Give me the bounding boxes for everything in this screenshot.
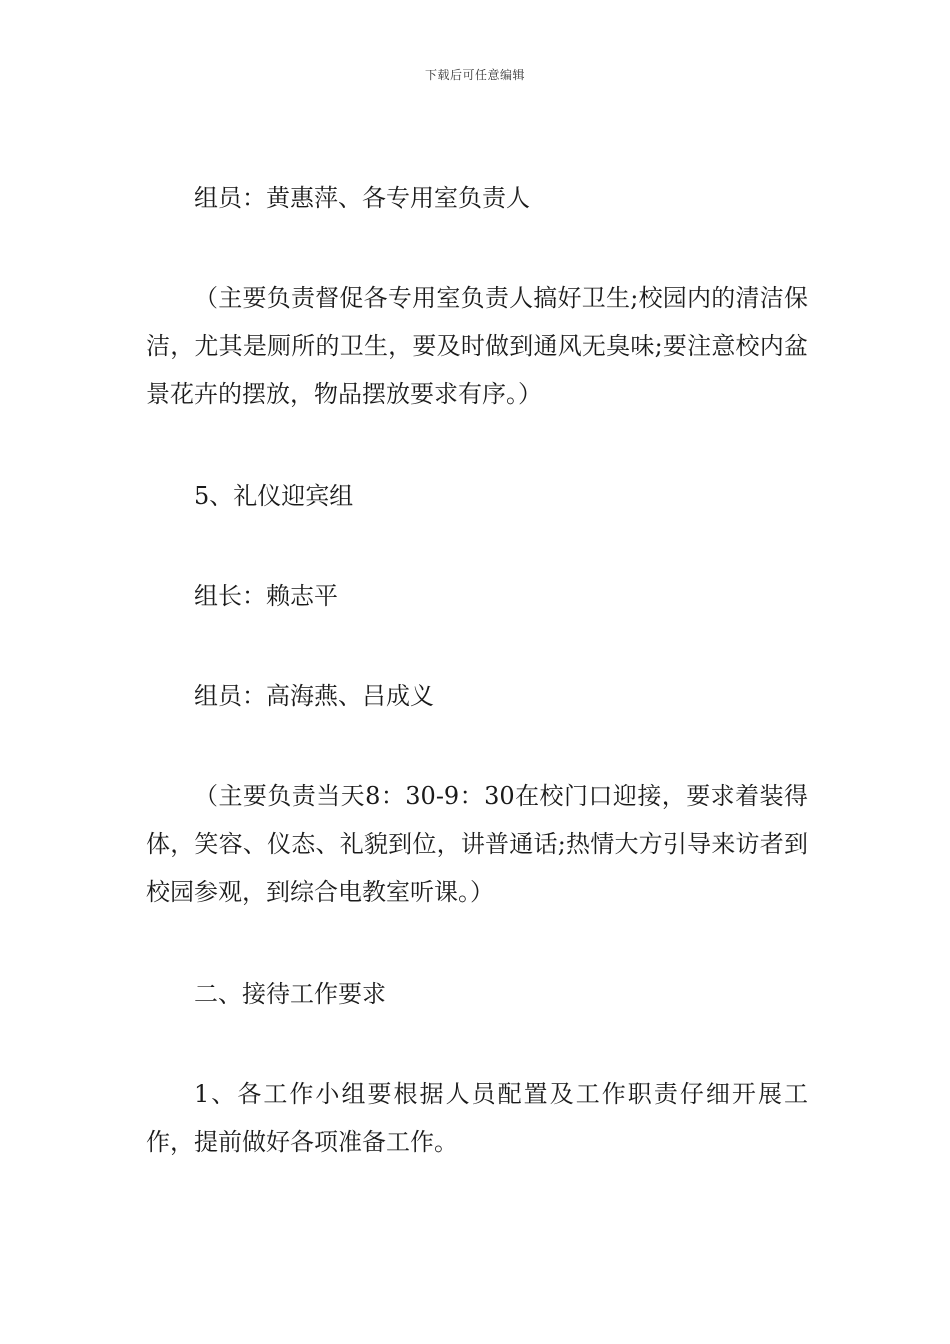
paragraph-etiquette-group-heading: 5、礼仪迎宾组 <box>194 482 354 510</box>
paragraph-hygiene-duties: （主要负责督促各专用室负责人搞好卫生;校园内的清洁保洁，尤其是厕所的卫生，要及时做到通风无臭味;要注意校内盆景花卉的摆放，物品摆放要求有序。） <box>146 284 808 408</box>
paragraph-requirement-1: 1、各工作小组要根据人员配置及工作职责仔细开展工作，提前做好各项准备工作。 <box>146 1080 808 1156</box>
paragraph-etiquette-duties: （主要负责当天8：30-9：30在校门口迎接，要求着装得体，笑容、仪态、礼貌到位，讲普通话;热情大方引导来访者到校园参观，到综合电教室听课。） <box>146 782 808 906</box>
paragraph-section-heading-requirements: 二、接待工作要求 <box>194 980 386 1008</box>
paragraph-team-members-etiquette: 组员：高海燕、吕成义 <box>194 682 434 710</box>
paragraph-team-members-hygiene: 组员：黄惠萍、各专用室负责人 <box>194 184 530 212</box>
paragraph-group-leader: 组长：赖志平 <box>194 582 338 610</box>
page-header: 下载后可任意编辑 <box>424 68 525 82</box>
